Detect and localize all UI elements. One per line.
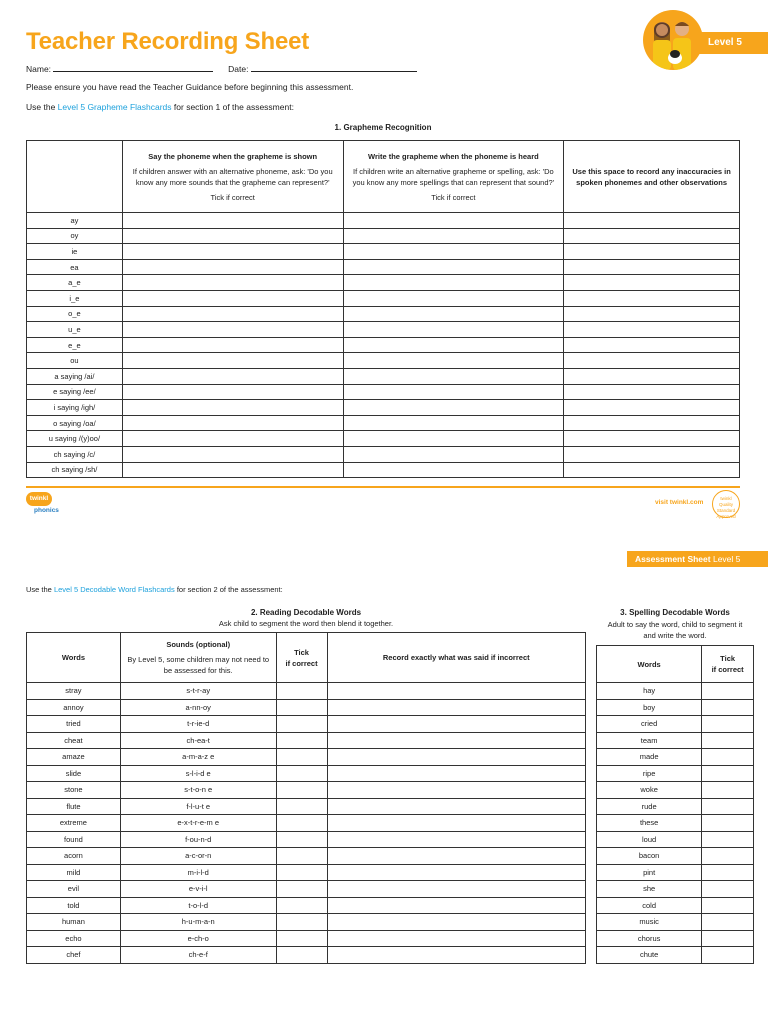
say-phoneme-tick: Tick if correct — [210, 192, 255, 202]
tick-cell[interactable] — [276, 782, 327, 799]
spelling-tick-cell[interactable] — [702, 914, 754, 931]
say-phoneme-tick-cell[interactable] — [122, 259, 343, 275]
use-prefix: Use the — [26, 102, 56, 112]
spelling-word-cell: woke — [597, 782, 702, 799]
sounds-cell: s-l-i-d e — [120, 765, 276, 782]
word-cell: slide — [27, 765, 121, 782]
word-cell: stone — [27, 782, 121, 799]
word-cell: chef — [27, 947, 121, 964]
tick-cell[interactable] — [276, 881, 327, 898]
grapheme-cell: u_e — [27, 322, 123, 338]
table-row — [27, 897, 586, 914]
tick-cell[interactable] — [276, 897, 327, 914]
word-cell: tried — [27, 716, 121, 733]
table-row — [27, 306, 740, 322]
table-row — [27, 947, 586, 964]
table-row — [27, 259, 740, 275]
sounds-cell: f-l-u-t e — [120, 798, 276, 815]
spelling-word-cell: she — [597, 881, 702, 898]
say-phoneme-tick-cell[interactable] — [122, 228, 343, 244]
write-grapheme-tick-cell[interactable] — [343, 431, 564, 447]
grapheme-cell: u saying /(y)oo/ — [27, 431, 123, 447]
observations-cell[interactable] — [564, 259, 740, 275]
section1-caption: 1. Grapheme Recognition — [334, 123, 432, 132]
grapheme-cell: a saying /ai/ — [27, 368, 123, 384]
table-row — [597, 831, 754, 848]
table-row — [27, 228, 740, 244]
table-row — [597, 749, 754, 766]
tick-header-b: if correct — [285, 658, 318, 668]
record-cell[interactable] — [327, 732, 585, 749]
word-cell: echo — [27, 930, 121, 947]
table-row — [27, 749, 586, 766]
table-header-row — [27, 633, 586, 683]
table-row — [27, 798, 586, 815]
grapheme-cell: a_e — [27, 275, 123, 291]
write-grapheme-tick-cell[interactable] — [343, 228, 564, 244]
table-row — [27, 683, 586, 700]
table-row — [597, 930, 754, 947]
section3-subcaption: Adult to say the word, child to segment it and write the word. — [607, 620, 743, 640]
tick-cell[interactable] — [276, 732, 327, 749]
tick-cell[interactable] — [276, 815, 327, 832]
grapheme-flashcards-link[interactable]: Level 5 Grapheme Flashcards — [57, 102, 172, 112]
sounds-cell: a-m-a-z e — [120, 749, 276, 766]
sounds-cell: h-u-m-a-n — [120, 914, 276, 931]
say-phoneme-tick-cell[interactable] — [122, 290, 343, 306]
observations-cell[interactable] — [564, 415, 740, 431]
observations-title: Use this space to record any inaccuracies in spoken phonemes and other observations — [572, 166, 731, 187]
write-grapheme-tick-cell[interactable] — [343, 213, 564, 229]
write-grapheme-tick-cell[interactable] — [343, 415, 564, 431]
section1-instruction — [26, 102, 294, 112]
table-row — [27, 290, 740, 306]
grapheme-cell: i_e — [27, 290, 123, 306]
table-row — [27, 213, 740, 229]
record-cell[interactable] — [327, 815, 585, 832]
spelling-tick-cell[interactable] — [702, 831, 754, 848]
say-phoneme-tick-cell[interactable] — [122, 337, 343, 353]
say-phoneme-tick-cell[interactable] — [122, 384, 343, 400]
table-row — [27, 337, 740, 353]
spelling-words-header: Words — [597, 646, 702, 683]
quality-stamp — [712, 490, 740, 518]
observations-cell[interactable] — [564, 306, 740, 322]
grapheme-cell: e_e — [27, 337, 123, 353]
table-row — [597, 732, 754, 749]
tick-cell[interactable] — [276, 864, 327, 881]
grapheme-cell: oy — [27, 228, 123, 244]
reading-decodable-table — [26, 632, 586, 964]
write-grapheme-tick-cell[interactable] — [343, 400, 564, 416]
write-grapheme-tick-cell[interactable] — [343, 306, 564, 322]
table-header-row — [27, 141, 740, 213]
section2-caption: 2. Reading Decodable Words — [250, 608, 362, 617]
table-row — [597, 947, 754, 964]
table-row — [27, 699, 586, 716]
observations-cell[interactable] — [564, 290, 740, 306]
write-grapheme-tick-cell[interactable] — [343, 322, 564, 338]
say-phoneme-tick-cell[interactable] — [122, 213, 343, 229]
say-phoneme-tick-cell[interactable] — [122, 306, 343, 322]
spelling-word-cell: bacon — [597, 848, 702, 865]
word-cell: evil — [27, 881, 121, 898]
date-field[interactable] — [251, 63, 417, 72]
table-row — [27, 400, 740, 416]
sounds-cell: f-ou-n-d — [120, 831, 276, 848]
word-cell: annoy — [27, 699, 121, 716]
write-grapheme-desc: If children write an alternative grapheme or spelling, ask: 'Do you know any more spellings that can represent that sound?' — [352, 166, 555, 187]
say-phoneme-tick-cell[interactable] — [122, 415, 343, 431]
observations-cell[interactable] — [564, 244, 740, 260]
word-cell: human — [27, 914, 121, 931]
spelling-tick-cell[interactable] — [702, 947, 754, 964]
word-cell: cheat — [27, 732, 121, 749]
spelling-word-cell: pint — [597, 864, 702, 881]
say-phoneme-tick-cell[interactable] — [122, 400, 343, 416]
say-phoneme-header — [122, 141, 343, 213]
table-header-row — [597, 646, 754, 683]
table-row — [27, 716, 586, 733]
write-grapheme-tick-cell[interactable] — [343, 337, 564, 353]
say-phoneme-title: Say the phoneme when the grapheme is shown — [148, 151, 318, 161]
tick-cell[interactable] — [276, 831, 327, 848]
spelling-decodable-table — [596, 645, 754, 964]
spelling-tick-cell[interactable] — [702, 848, 754, 865]
table-row — [597, 914, 754, 931]
record-cell[interactable] — [327, 881, 585, 898]
say-phoneme-tick-cell[interactable] — [122, 353, 343, 369]
write-grapheme-tick-cell[interactable] — [343, 368, 564, 384]
word-cell: found — [27, 831, 121, 848]
tick-cell[interactable] — [276, 914, 327, 931]
table-row — [27, 864, 586, 881]
grapheme-cell: o_e — [27, 306, 123, 322]
spelling-word-cell: cried — [597, 716, 702, 733]
table-row — [27, 353, 740, 369]
table-row — [27, 914, 586, 931]
write-grapheme-title: Write the grapheme when the phoneme is heard — [368, 151, 539, 161]
quality-stamp-text: twinkl Quality Standard Approved — [716, 496, 736, 519]
table-row — [27, 415, 740, 431]
word-cell: flute — [27, 798, 121, 815]
say-phoneme-tick-cell[interactable] — [122, 322, 343, 338]
table-row — [597, 848, 754, 865]
write-grapheme-tick-cell[interactable] — [343, 384, 564, 400]
name-date-line — [26, 63, 417, 74]
tick-cell[interactable] — [276, 947, 327, 964]
visit-link[interactable]: visit twinkl.com — [655, 499, 704, 506]
sounds-cell: e-x-t-r-e-m e — [120, 815, 276, 832]
spelling-tick-cell[interactable] — [702, 881, 754, 898]
observations-cell[interactable] — [564, 368, 740, 384]
word-cell: stray — [27, 683, 121, 700]
guidance-text: Please ensure you have read the Teacher Guidance before beginning this assessment. — [26, 82, 354, 92]
observations-cell[interactable] — [564, 446, 740, 462]
sounds-cell: e-ch-o — [120, 930, 276, 947]
spelling-tick-cell[interactable] — [702, 749, 754, 766]
table-row — [27, 368, 740, 384]
tick-cell[interactable] — [276, 765, 327, 782]
sounds-cell: ch-ea-t — [120, 732, 276, 749]
decodable-flashcards-link[interactable]: Level 5 Decodable Word Flashcards — [53, 585, 175, 594]
observations-cell[interactable] — [564, 462, 740, 478]
spelling-tick-cell[interactable] — [702, 765, 754, 782]
spelling-tick-cell[interactable] — [702, 798, 754, 815]
spelling-tick-cell[interactable] — [702, 716, 754, 733]
table-row — [597, 699, 754, 716]
observations-cell[interactable] — [564, 384, 740, 400]
tick-cell[interactable] — [276, 930, 327, 947]
spelling-word-cell: rude — [597, 798, 702, 815]
write-grapheme-tick-cell[interactable] — [343, 446, 564, 462]
use-suffix: for section 1 of the assessment: — [173, 102, 294, 112]
write-grapheme-tick-cell[interactable] — [343, 259, 564, 275]
table-row — [597, 782, 754, 799]
table-row — [597, 897, 754, 914]
spelling-word-cell: chorus — [597, 930, 702, 947]
tick-header — [276, 633, 327, 683]
spelling-word-cell: hay — [597, 683, 702, 700]
say-phoneme-tick-cell[interactable] — [122, 368, 343, 384]
sounds-cell: t-r-ie-d — [120, 716, 276, 733]
spelling-word-cell: loud — [597, 831, 702, 848]
assessment-level-label: Level 5 — [712, 554, 741, 564]
word-cell: extreme — [27, 815, 121, 832]
sounds-cell: e-v-i-l — [120, 881, 276, 898]
table-row — [597, 815, 754, 832]
table-row — [27, 244, 740, 260]
record-cell[interactable] — [327, 749, 585, 766]
write-grapheme-tick: Tick if correct — [431, 192, 476, 202]
table-row — [597, 765, 754, 782]
observations-cell[interactable] — [564, 353, 740, 369]
say-phoneme-tick-cell[interactable] — [122, 244, 343, 260]
record-cell[interactable] — [327, 930, 585, 947]
word-cell: acorn — [27, 848, 121, 865]
spelling-word-cell: music — [597, 914, 702, 931]
spelling-word-cell: team — [597, 732, 702, 749]
observations-header — [564, 141, 740, 213]
table-row — [597, 864, 754, 881]
say-phoneme-desc: If children answer with an alternative phoneme, ask: 'Do you know any more sounds that the grapheme can represent?' — [132, 166, 333, 187]
tick-header-a: Tick — [294, 647, 309, 657]
name-field[interactable] — [53, 63, 213, 72]
grapheme-cell: e saying /ee/ — [27, 384, 123, 400]
table-row — [27, 765, 586, 782]
observations-cell[interactable] — [564, 431, 740, 447]
level-badge-label: Level 5 — [708, 37, 742, 48]
write-grapheme-tick-cell[interactable] — [343, 244, 564, 260]
observations-cell[interactable] — [564, 337, 740, 353]
words-header: Words — [27, 633, 121, 683]
grapheme-cell: ay — [27, 213, 123, 229]
spelling-word-cell: chute — [597, 947, 702, 964]
record-cell[interactable] — [327, 765, 585, 782]
grapheme-cell: i saying /igh/ — [27, 400, 123, 416]
use-suffix-2: for section 2 of the assessment: — [176, 585, 283, 594]
write-grapheme-tick-cell[interactable] — [343, 275, 564, 291]
section2-instruction — [26, 585, 283, 594]
grapheme-cell: ch saying /c/ — [27, 446, 123, 462]
spelling-tick-cell[interactable] — [702, 683, 754, 700]
sounds-cell: a-nn-oy — [120, 699, 276, 716]
spelling-tick-a: Tick — [720, 654, 736, 663]
sounds-cell: m-i-l-d — [120, 864, 276, 881]
say-phoneme-tick-cell[interactable] — [122, 275, 343, 291]
spelling-tick-cell[interactable] — [702, 782, 754, 799]
name-label: Name: — [26, 64, 52, 74]
tick-cell[interactable] — [276, 699, 327, 716]
spelling-tick-cell[interactable] — [702, 930, 754, 947]
table-row — [27, 881, 586, 898]
assessment-sheet-label: Assessment Sheet — [635, 554, 711, 564]
spelling-tick-b: if correct — [711, 665, 744, 674]
spelling-word-cell: boy — [597, 699, 702, 716]
word-cell: mild — [27, 864, 121, 881]
tick-cell[interactable] — [276, 749, 327, 766]
record-header: Record exactly what was said if incorrect — [327, 633, 585, 683]
table-row — [27, 446, 740, 462]
observations-cell[interactable] — [564, 322, 740, 338]
section3-caption: 3. Spelling Decodable Words — [620, 608, 730, 617]
write-grapheme-tick-cell[interactable] — [343, 462, 564, 478]
write-grapheme-tick-cell[interactable] — [343, 290, 564, 306]
table-row — [27, 384, 740, 400]
observations-cell[interactable] — [564, 228, 740, 244]
children-illustration — [643, 10, 703, 70]
sounds-cell: a-c-or-n — [120, 848, 276, 865]
grapheme-header — [27, 141, 123, 213]
observations-cell[interactable] — [564, 400, 740, 416]
section2-subcaption: Ask child to segment the word then blend it together. — [218, 619, 394, 628]
table-row — [597, 798, 754, 815]
sounds-note: By Level 5, some children may not need to be assessed for this. — [127, 655, 270, 675]
record-cell[interactable] — [327, 798, 585, 815]
table-row — [27, 275, 740, 291]
spelling-tick-cell[interactable] — [702, 699, 754, 716]
spelling-tick-cell[interactable] — [702, 897, 754, 914]
table-row — [27, 848, 586, 865]
spelling-word-cell: made — [597, 749, 702, 766]
record-cell[interactable] — [327, 699, 585, 716]
sounds-cell: s-t-o-n e — [120, 782, 276, 799]
table-row — [27, 732, 586, 749]
table-row — [597, 683, 754, 700]
spelling-tick-header — [702, 646, 754, 683]
say-phoneme-tick-cell[interactable] — [122, 446, 343, 462]
record-cell[interactable] — [327, 897, 585, 914]
record-cell[interactable] — [327, 716, 585, 733]
tick-cell[interactable] — [276, 848, 327, 865]
table-row — [597, 881, 754, 898]
say-phoneme-tick-cell[interactable] — [122, 462, 343, 478]
grapheme-cell: ou — [27, 353, 123, 369]
table-row — [27, 431, 740, 447]
grapheme-cell: ea — [27, 259, 123, 275]
record-cell[interactable] — [327, 947, 585, 964]
table-row — [27, 815, 586, 832]
record-cell[interactable] — [327, 683, 585, 700]
spelling-tick-cell[interactable] — [702, 864, 754, 881]
spelling-word-cell: ripe — [597, 765, 702, 782]
record-cell[interactable] — [327, 914, 585, 931]
record-cell[interactable] — [327, 848, 585, 865]
write-grapheme-tick-cell[interactable] — [343, 353, 564, 369]
phonics-logo-word: phonics — [34, 507, 59, 514]
table-row — [27, 322, 740, 338]
assessment-sheet-bar — [627, 551, 768, 567]
sounds-cell: ch-e-f — [120, 947, 276, 964]
twinkl-logo-bubble: twinkl — [26, 492, 52, 506]
write-grapheme-header — [343, 141, 564, 213]
observations-cell[interactable] — [564, 213, 740, 229]
table-row — [27, 462, 740, 478]
table-row — [597, 716, 754, 733]
tick-cell[interactable] — [276, 798, 327, 815]
tick-cell[interactable] — [276, 716, 327, 733]
grapheme-cell: ie — [27, 244, 123, 260]
observations-cell[interactable] — [564, 275, 740, 291]
sounds-header — [120, 633, 276, 683]
grapheme-recognition-table — [26, 140, 740, 478]
grapheme-cell: o saying /oa/ — [27, 415, 123, 431]
footer-divider — [26, 486, 740, 488]
use-prefix-2: Use the — [26, 585, 52, 594]
sounds-cell: s-t-r-ay — [120, 683, 276, 700]
record-cell[interactable] — [327, 831, 585, 848]
table-row — [27, 831, 586, 848]
spelling-word-cell: cold — [597, 897, 702, 914]
word-cell: told — [27, 897, 121, 914]
sounds-cell: t-o-l-d — [120, 897, 276, 914]
record-cell[interactable] — [327, 782, 585, 799]
date-label: Date: — [228, 64, 249, 74]
page-title: Teacher Recording Sheet — [26, 28, 310, 55]
grapheme-cell: ch saying /sh/ — [27, 462, 123, 478]
word-cell: amaze — [27, 749, 121, 766]
twinkl-phonics-logo — [26, 492, 59, 514]
say-phoneme-tick-cell[interactable] — [122, 431, 343, 447]
spelling-tick-cell[interactable] — [702, 815, 754, 832]
table-row — [27, 782, 586, 799]
record-cell[interactable] — [327, 864, 585, 881]
tick-cell[interactable] — [276, 683, 327, 700]
spelling-tick-cell[interactable] — [702, 732, 754, 749]
table-row — [27, 930, 586, 947]
spelling-word-cell: these — [597, 815, 702, 832]
sounds-title: Sounds (optional) — [166, 640, 231, 649]
